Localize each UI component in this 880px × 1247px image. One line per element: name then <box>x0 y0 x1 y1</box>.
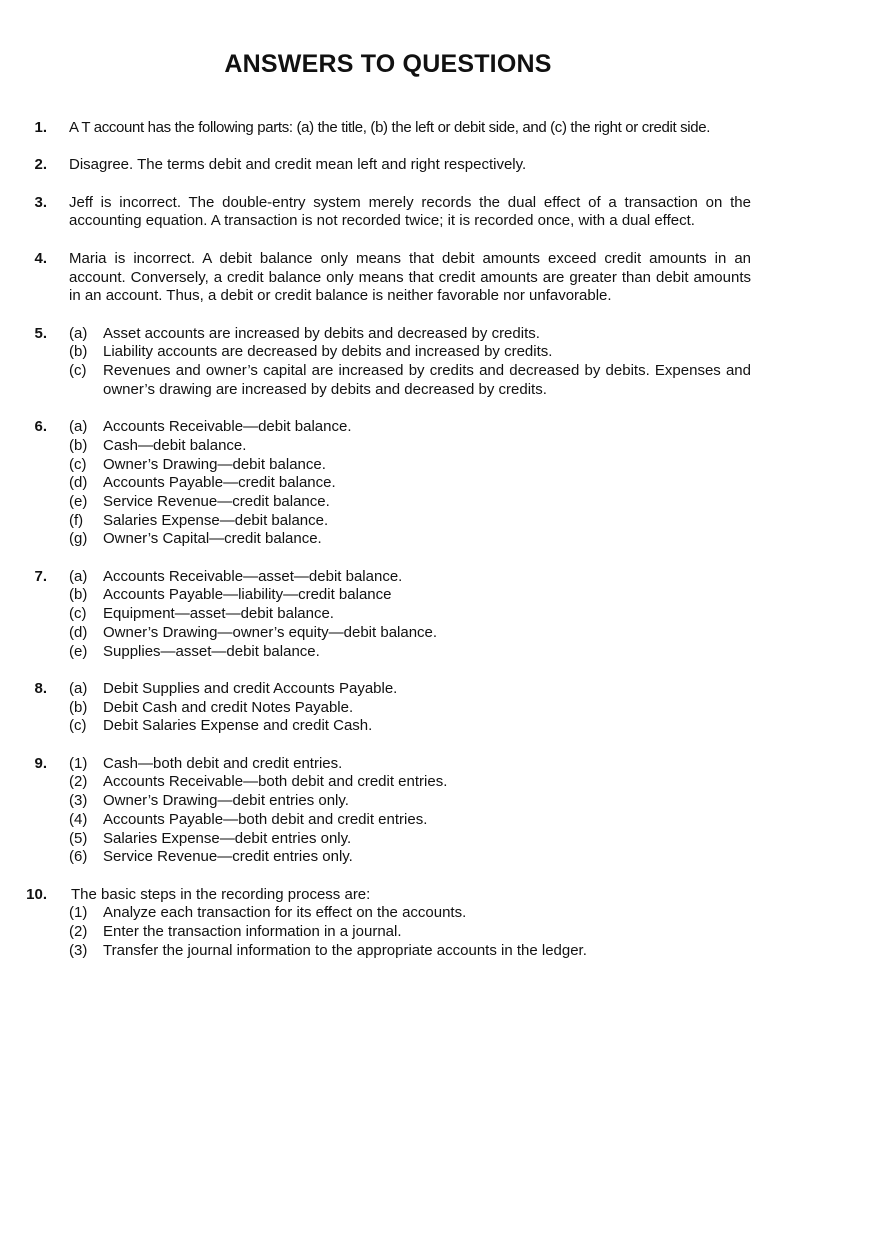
part-label: (5) <box>69 829 88 847</box>
answer-parts <box>69 325 880 400</box>
answer-part <box>69 717 880 736</box>
answer-parts <box>69 904 880 960</box>
answers-list <box>0 119 880 979</box>
page-title: ANSWERS TO QUESTIONS <box>224 50 552 78</box>
answer-part <box>69 773 880 792</box>
part-text: Transfer the journal information to the appropriate accounts in the ledger. <box>103 941 587 959</box>
part-text: Owner’s Capital—credit balance. <box>103 530 322 548</box>
answer-item <box>0 250 880 306</box>
part-label: (2) <box>69 773 88 791</box>
answer-part <box>69 362 880 399</box>
part-label: (b) <box>69 436 88 454</box>
part-text: Debit Supplies and credit Accounts Payable. <box>103 679 398 697</box>
answer-part <box>69 530 880 549</box>
answer-part <box>69 755 880 774</box>
part-label: (1) <box>69 904 88 922</box>
part-label: (a) <box>69 679 88 697</box>
answer-number: 1. <box>34 119 47 136</box>
answer-text: Disagree. The terms debit and credit mean left and right respectively. <box>69 156 527 174</box>
answer-part <box>69 680 880 699</box>
answer-item <box>0 680 880 736</box>
part-text: Accounts Receivable—debit balance. <box>103 418 352 436</box>
part-text: Equipment—asset—debit balance. <box>103 605 334 623</box>
answer-text: Jeff is incorrect. The double-entry system merely records the dual effect of a transaction on the accounting equation. A transaction is not recorded twice; it is recorded once, with a dual effect. <box>69 193 751 230</box>
answer-part <box>69 811 880 830</box>
answer-text: Maria is incorrect. A debit balance only means that debit amounts exceed credit amounts in an account. Conversely, a credit balance only means that credit amounts are greater than debit amounts in an account. Thus, a debit or credit balance is neither favorable nor unfavorable. <box>69 249 751 305</box>
part-label: (a) <box>69 567 88 585</box>
answer-item <box>0 886 880 961</box>
part-label: (c) <box>69 362 87 380</box>
answer-parts <box>69 568 880 662</box>
answer-part <box>69 830 880 849</box>
part-text: Owner’s Drawing—owner’s equity—debit balance. <box>103 623 438 641</box>
part-text: Cash—both debit and credit entries. <box>103 754 343 772</box>
part-text: Owner’s Drawing—debit balance. <box>103 455 326 473</box>
answer-item <box>0 418 880 549</box>
answer-part <box>69 605 880 624</box>
part-label: (e) <box>69 492 88 510</box>
part-text: Analyze each transaction for its effect on the accounts. <box>103 904 467 922</box>
answer-part <box>69 643 880 662</box>
answer-number: 7. <box>34 567 47 585</box>
part-text: Salaries Expense—debit entries only. <box>103 829 352 847</box>
answer-part <box>69 568 880 587</box>
answer-part <box>69 493 880 512</box>
part-label: (4) <box>69 810 88 828</box>
part-label: (g) <box>69 530 88 548</box>
part-text: Accounts Receivable—asset—debit balance. <box>103 567 403 585</box>
part-text: Salaries Expense—debit balance. <box>103 511 329 529</box>
answer-part <box>69 474 880 493</box>
part-text: Revenues and owner’s capital are increased by credits and decreased by debits. Expenses and owner’s drawing are increased by debits and decreased by credits. <box>103 362 751 398</box>
answer-part <box>69 848 880 867</box>
part-label: (b) <box>69 343 88 361</box>
answer-part <box>69 512 880 531</box>
answer-number: 9. <box>34 754 47 772</box>
answer-parts <box>69 755 880 867</box>
answer-part <box>69 923 880 942</box>
answer-part <box>69 904 880 923</box>
answer-intro: The basic steps in the recording process are: <box>71 885 371 903</box>
part-text: Asset accounts are increased by debits and decreased by credits. <box>103 324 540 342</box>
part-text: Debit Cash and credit Notes Payable. <box>103 698 354 716</box>
answer-number: 8. <box>34 679 47 697</box>
answer-part <box>69 942 880 961</box>
part-text: Owner’s Drawing—debit entries only. <box>103 792 349 810</box>
part-label: (d) <box>69 623 88 641</box>
part-label: (3) <box>69 941 88 959</box>
answer-item <box>0 325 880 400</box>
part-label: (2) <box>69 923 88 941</box>
part-text: Accounts Payable—credit balance. <box>103 474 336 492</box>
part-label: (a) <box>69 324 88 342</box>
answer-item <box>0 156 880 175</box>
answer-part <box>69 437 880 456</box>
answer-part <box>69 418 880 437</box>
answer-parts <box>69 680 880 736</box>
answer-item <box>0 755 880 867</box>
answer-item <box>0 119 880 138</box>
part-label: (e) <box>69 642 88 660</box>
answer-item <box>0 568 880 662</box>
answer-text: A T account has the following parts: (a) the title, (b) the left or debit side, and (c) the right or credit side. <box>69 119 711 136</box>
answer-part <box>69 699 880 718</box>
part-label: (a) <box>69 418 88 436</box>
answer-part <box>69 586 880 605</box>
answer-number: 2. <box>34 156 47 174</box>
answer-part <box>69 343 880 362</box>
answer-part <box>69 456 880 475</box>
answer-part <box>69 792 880 811</box>
part-text: Service Revenue—credit entries only. <box>103 848 353 866</box>
part-text: Accounts Payable—liability—credit balance <box>103 586 392 604</box>
part-text: Accounts Receivable—both debit and credit entries. <box>103 773 448 791</box>
part-text: Service Revenue—credit balance. <box>103 492 330 510</box>
answer-number: 5. <box>34 324 47 342</box>
part-label: (f) <box>69 511 84 529</box>
part-label: (6) <box>69 848 88 866</box>
part-label: (c) <box>69 605 87 623</box>
part-text: Accounts Payable—both debit and credit entries. <box>103 810 428 828</box>
part-label: (c) <box>69 455 87 473</box>
part-text: Cash—debit balance. <box>103 436 247 454</box>
answer-part <box>69 325 880 344</box>
answer-number: 4. <box>34 249 47 267</box>
part-text: Debit Salaries Expense and credit Cash. <box>103 717 373 735</box>
answer-parts <box>69 418 880 549</box>
part-label: (d) <box>69 474 88 492</box>
answer-number: 6. <box>34 418 47 436</box>
answer-item <box>0 194 880 231</box>
part-text: Liability accounts are decreased by debits and increased by credits. <box>103 343 553 361</box>
part-label: (b) <box>69 698 88 716</box>
part-label: (b) <box>69 586 88 604</box>
part-label: (c) <box>69 717 87 735</box>
part-text: Supplies—asset—debit balance. <box>103 642 320 660</box>
part-text: Enter the transaction information in a journal. <box>103 923 402 941</box>
answer-part <box>69 624 880 643</box>
answer-number: 3. <box>34 193 47 211</box>
part-label: (1) <box>69 754 88 772</box>
part-label: (3) <box>69 792 88 810</box>
answer-number: 10. <box>26 885 47 903</box>
